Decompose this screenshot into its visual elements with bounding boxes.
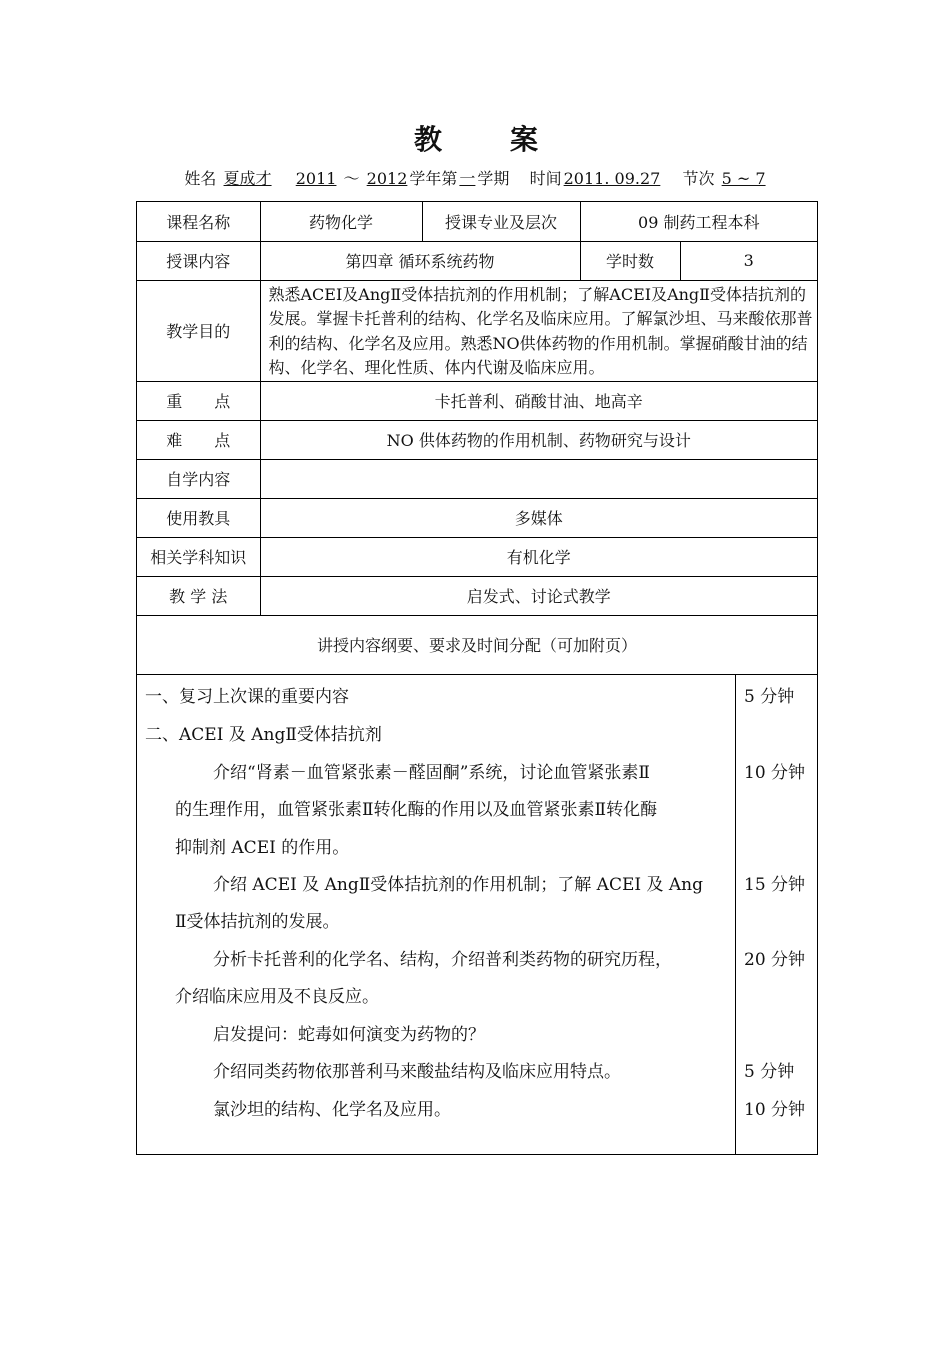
date-value: 2011. 09.27	[563, 169, 661, 188]
goal-value: 熟悉ACEI及AngⅡ受体拮抗剂的作用机制；了解ACEI及AngⅡ受体拮抗剂的发展。掌握卡托普利的结构、化学名及临床应用。了解氯沙坦、马来酸依那普利的结构、化学名及应用。熟悉NO供体药物的作用机制。掌握硝酸甘油的结构、化学名、理化性质、体内代谢及临床应用。	[260, 280, 817, 381]
school-year-label: 学年第	[409, 169, 458, 188]
outline-line: 分析卡托普利的化学名、结构，介绍普利类药物的研究历程，	[213, 950, 672, 970]
time-allocation: 10 分钟	[744, 1100, 806, 1120]
hours-value: 3	[680, 241, 817, 280]
period-value: 5 ~ 7	[721, 169, 766, 188]
difficulty-value: NO 供体药物的作用机制、药物研究与设计	[260, 420, 817, 459]
hours-label: 学时数	[580, 241, 680, 280]
time-allocation: 10 分钟	[744, 763, 806, 783]
tools-label: 使用教具	[137, 498, 260, 537]
teacher-name: 夏成才	[223, 169, 272, 188]
semester-label: 学期	[477, 169, 510, 188]
self-study-value	[260, 459, 817, 498]
row-difficulty	[137, 420, 817, 459]
outline-line: 氯沙坦的结构、化学名及应用。	[213, 1100, 451, 1120]
self-study-label: 自学内容	[137, 459, 260, 498]
method-value: 启发式、讨论式教学	[260, 576, 817, 615]
major-value: 09 制药工程本科	[580, 202, 817, 241]
semester-value: 一	[459, 169, 476, 188]
period-label: 节次	[682, 169, 715, 188]
content-label: 授课内容	[137, 241, 260, 280]
info-table	[137, 202, 817, 616]
lesson-plan-sheet	[136, 201, 818, 1154]
difficulty-label: 难 点	[137, 420, 260, 459]
row-method	[137, 576, 817, 615]
outline-line: 介绍临床应用及不良反应。	[175, 987, 379, 1007]
key-value: 卡托普利、硝酸甘油、地高辛	[260, 381, 817, 420]
time-allocation: 20 分钟	[744, 950, 806, 970]
year-end: 2012	[366, 169, 408, 188]
time-allocation: 5 分钟	[744, 1062, 795, 1082]
outline-line: 介绍 ACEI 及 AngⅡ受体拮抗剂的作用机制；了解 ACEI 及 Ang	[213, 875, 704, 895]
related-value: 有机化学	[260, 537, 817, 576]
outline-line: Ⅱ受体拮抗剂的发展。	[175, 912, 340, 932]
outline-line: 二、ACEI 及 AngⅡ受体拮抗剂	[145, 725, 382, 745]
outline-line: 介绍“肾素－血管紧张素－醛固酮”系统，讨论血管紧张素Ⅱ	[213, 763, 650, 783]
row-content	[137, 241, 817, 280]
row-goal	[137, 280, 817, 381]
outline-line: 启发提问：蛇毒如何演变为药物的？	[213, 1025, 485, 1045]
row-tools	[137, 498, 817, 537]
name-label: 姓名	[184, 169, 217, 188]
time-label: 时间	[529, 169, 562, 188]
time-allocation: 15 分钟	[744, 875, 806, 895]
time-allocation: 5 分钟	[744, 687, 795, 707]
outline-line: 的生理作用，血管紧张素Ⅱ转化酶的作用以及血管紧张素Ⅱ转化酶	[175, 800, 658, 820]
outline-line: 介绍同类药物依那普利马来酸盐结构及临床应用特点。	[213, 1062, 621, 1082]
outline-heading: 讲授内容纲要、要求及时间分配（可加附页）	[137, 617, 817, 675]
key-label: 重 点	[137, 381, 260, 420]
method-label: 教 学 法	[137, 576, 260, 615]
related-label: 相关学科知识	[137, 537, 260, 576]
header-meta	[0, 166, 952, 189]
content-value: 第四章 循环系统药物	[260, 241, 580, 280]
year-separator: ～	[343, 169, 360, 188]
tools-value: 多媒体	[260, 498, 817, 537]
course-label: 课程名称	[137, 202, 260, 241]
goal-label: 教学目的	[137, 280, 260, 381]
outline-line: 抑制剂 ACEI 的作用。	[175, 838, 350, 858]
major-label: 授课专业及层次	[422, 202, 580, 241]
outline-line: 一、复习上次课的重要内容	[145, 687, 349, 707]
row-course	[137, 202, 817, 241]
year-start: 2011	[295, 169, 337, 188]
row-self-study	[137, 459, 817, 498]
course-value: 药物化学	[260, 202, 422, 241]
page-title: 教案	[413, 123, 606, 156]
time-column-divider	[735, 675, 736, 1154]
row-related	[137, 537, 817, 576]
row-key	[137, 381, 817, 420]
